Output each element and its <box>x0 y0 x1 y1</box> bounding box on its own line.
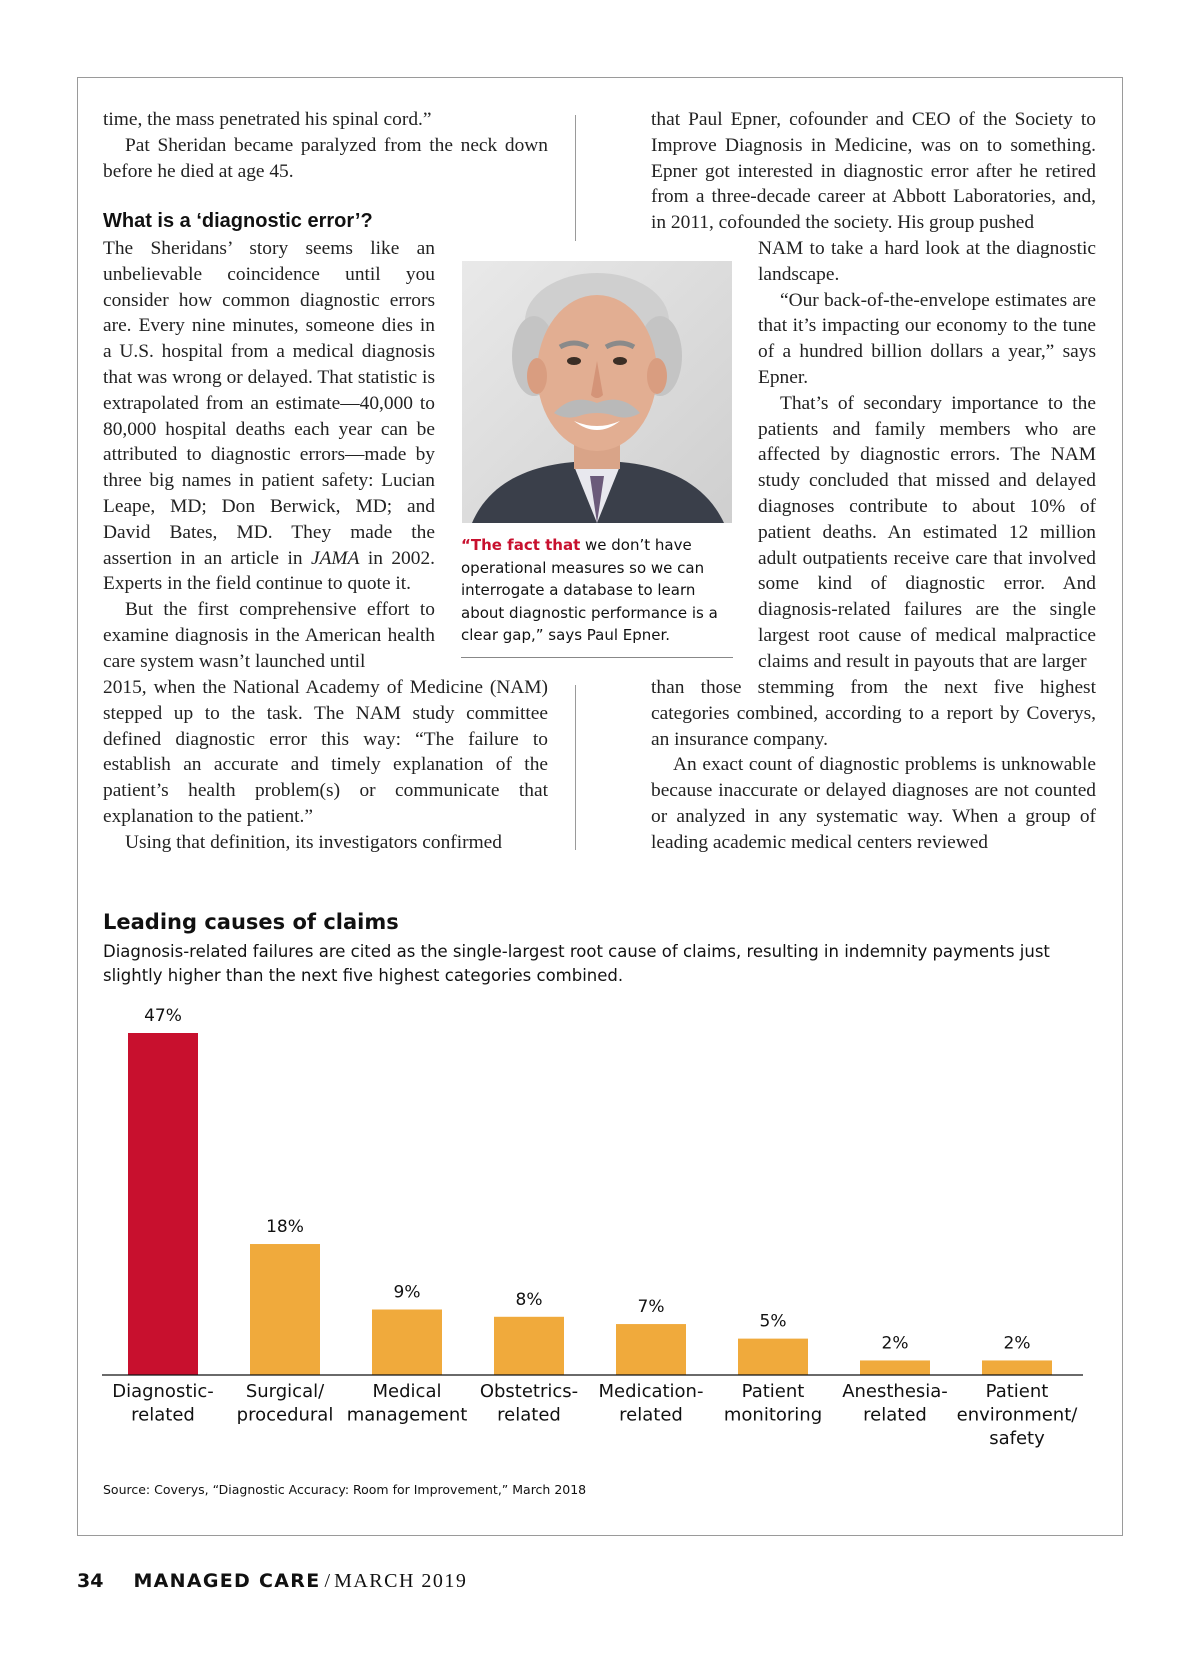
paragraph: An exact count of diagnostic problems is unknowable because inaccurate or delayed diagnoses are not counted or analyzed in any systematic way. When a group of leading academic medical centers reviewed <box>651 754 1096 853</box>
paragraph: NAM to take a hard look at the diagnostic landscape. <box>758 238 1096 285</box>
chart-subtitle: Diagnosis-related failures are cited as the single-largest root cause of claims, resulting in indemnity payments just slightly higher than the next five highest categories combined. <box>103 942 1050 985</box>
paragraph: time, the mass penetrated his spinal cord.” <box>103 109 432 130</box>
portrait-photo <box>462 261 732 523</box>
category-label: Patient environment/ safety <box>956 1381 1078 1449</box>
photo-caption <box>461 534 733 658</box>
page-footer <box>77 1570 467 1593</box>
left-column-top <box>103 107 548 184</box>
paragraph: The Sheridans’ story seems like an unbelievable coincidence until you consider how common diagnostic errors are. Every nine minutes, someone dies in a U.S. hospital from a medical diagnosis that was wrong or delayed. That statistic is extrapolated from an estimate—40,000 to 80,000 hospital deaths each year can be attributed to diagnostic errors—made by three big names in patient safety: Lucian Leape, MD; Don Berwick, MD; and David Bates, MD. They made the assertion in an article in JAMA in 2002. Experts in the field continue to quote it. <box>103 238 435 595</box>
chart-title: Leading causes of claims <box>103 910 399 934</box>
bar-value-label: 8% <box>515 1289 543 1310</box>
caption-lead: “The fact that <box>461 536 581 554</box>
category-label: Medical management <box>346 1381 468 1426</box>
right-column-lower <box>651 675 1096 856</box>
paragraph: 2015, when the National Academy of Medicine (NAM) stepped up to the task. The NAM study committee defined diagnostic error this way: “The failure to establish an accurate and timely explanation of the patient’s health problem(s) or communicate that explanation to the patient.” <box>103 677 548 827</box>
column-rule <box>575 685 576 850</box>
issue-date: MARCH 2019 <box>334 1570 468 1592</box>
journal-name: JAMA <box>310 547 360 569</box>
bar-value-label: 47% <box>144 1006 182 1026</box>
bar-value-label: 2% <box>881 1333 909 1354</box>
section-heading: What is a ‘diagnostic error’? <box>103 210 373 232</box>
paragraph: that Paul Epner, cofounder and CEO of the Society to Improve Diagnosis in Medicine, was on to something. Epner got interested in diagnostic error after he retired from a three-decade career at Abbott Laboratories, and, in 2011, cofounded the society. His group pushed <box>651 109 1096 234</box>
category-label: Anesthesia-related <box>842 1381 948 1426</box>
left-column-narrow <box>103 236 435 675</box>
paragraph: Using that definition, its investigators confirmed <box>125 831 502 853</box>
category-label: Patient monitoring <box>723 1381 823 1426</box>
caption-text: we don’t have operational measures so we can interrogate a database to learn about diagnostic performance is a clear gap,” says Paul Epner. <box>461 536 718 644</box>
column-rule <box>575 115 576 241</box>
category-label: Medication-related <box>598 1381 704 1426</box>
bar-value-label: 9% <box>393 1282 421 1303</box>
bar-value-label: 7% <box>637 1297 665 1318</box>
page-number: 34 <box>77 1570 104 1592</box>
paragraph: That’s of secondary importance to the patients and family members who are affected by diagnostic errors. The NAM study concluded that missed and delayed diagnoses contribute to about 10% of patient deaths. An estimated 12 million adult outpatients receive care that involved some kind of diagnostic error. And diagnosis-related failures are the single largest root cause of medical malpractice claims and result in payouts that are larger <box>758 392 1096 672</box>
category-label: Obstetrics-related <box>479 1381 579 1426</box>
paragraph: Pat Sheridan became paralyzed from the neck down before he died at age 45. <box>103 134 548 182</box>
right-column-top <box>651 107 1096 236</box>
paragraph: than those stemming from the next five highest categories combined, according to a report by Coverys, an insurance company. <box>651 677 1096 750</box>
category-label: Surgical/ procedural <box>236 1381 334 1426</box>
footer-separator: / <box>324 1570 331 1592</box>
bar-value-label: 18% <box>266 1217 304 1238</box>
chart-source: Source: Coverys, “Diagnostic Accuracy: Room for Improvement,” March 2018 <box>103 1482 587 1497</box>
paragraph: But the first comprehensive effort to examine diagnosis in the American health care system wasn’t launched until <box>103 599 435 672</box>
magazine-name: MANAGED CARE <box>133 1570 321 1592</box>
left-column-lower <box>103 675 548 856</box>
bar-value-label: 5% <box>759 1311 787 1332</box>
right-column-narrow <box>758 236 1096 675</box>
bar-value-label: 2% <box>1003 1333 1031 1354</box>
paragraph: “Our back-of-the-envelope estimates are that it’s impacting our economy to the tune of a hundred billion dollars a year,” says Epner. <box>758 289 1096 388</box>
category-label: Diagnostic-related <box>112 1381 214 1426</box>
